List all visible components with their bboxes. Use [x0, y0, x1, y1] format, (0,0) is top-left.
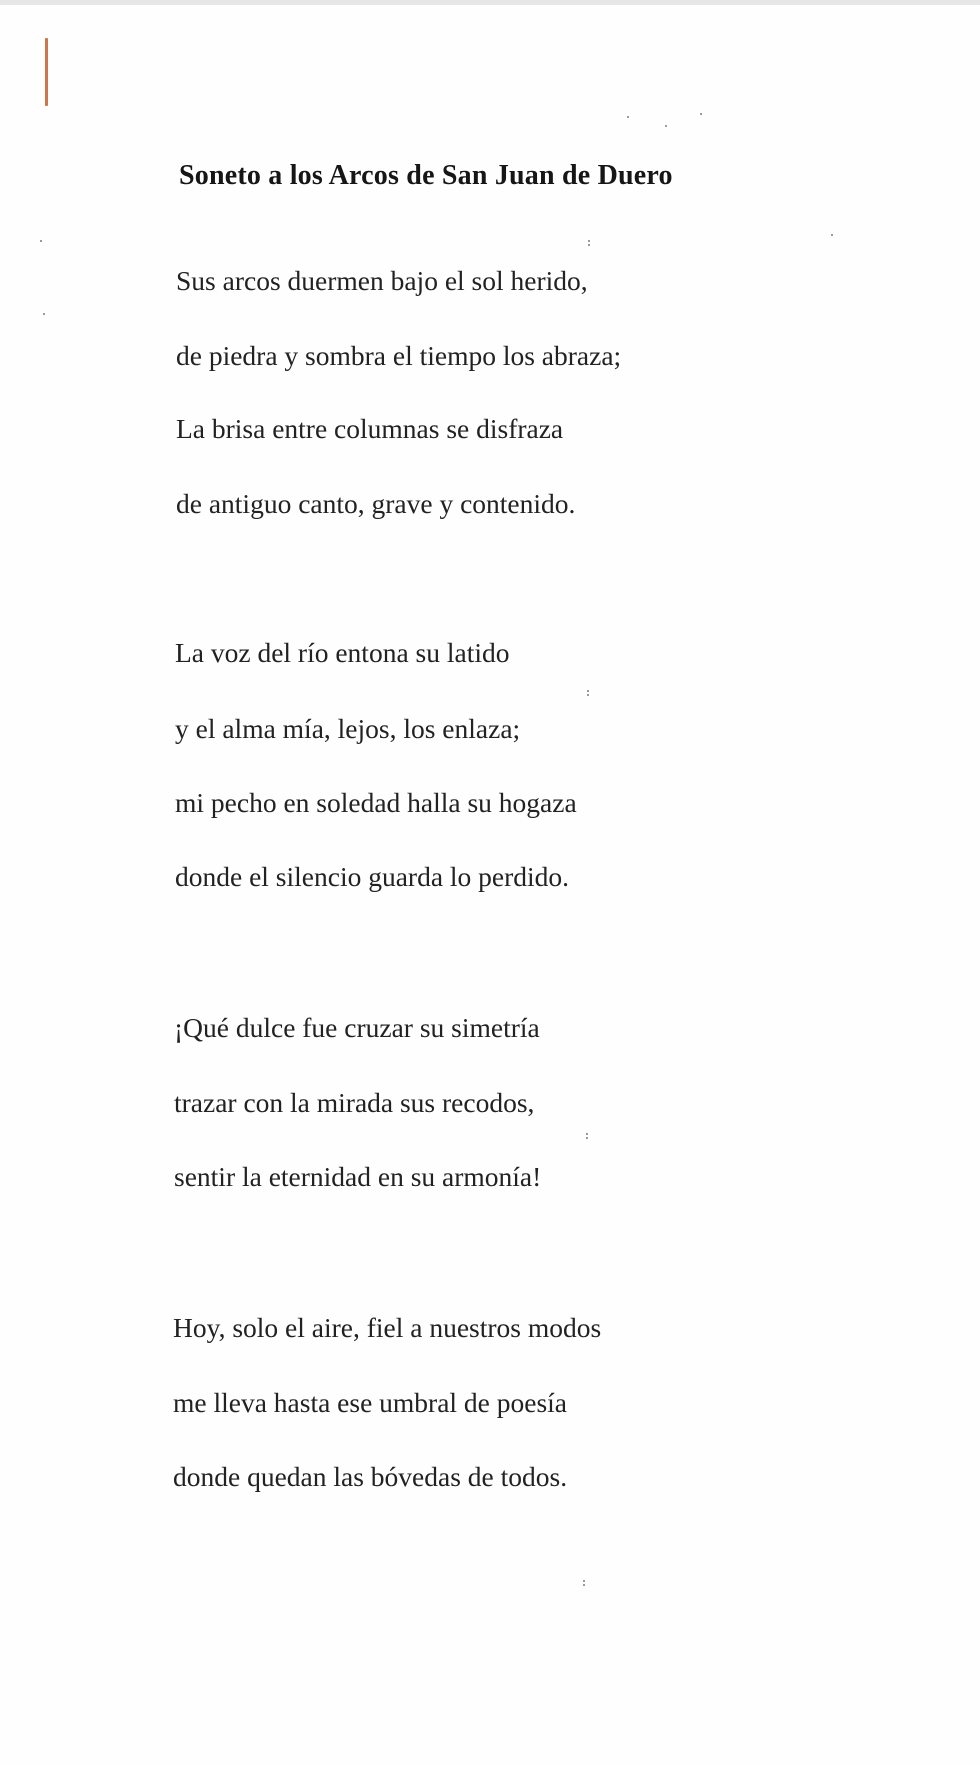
verse-line: donde el silencio guarda lo perdido. [175, 861, 570, 892]
scan-speck [588, 244, 590, 246]
scan-speck [588, 240, 590, 242]
scan-speck [587, 690, 589, 692]
verse-line: ¡Qué dulce fue cruzar su simetría [174, 1012, 540, 1043]
scan-speck [40, 240, 42, 242]
scan-top-edge [0, 0, 980, 5]
verse-line: mi pecho en soledad halla su hogaza [175, 787, 577, 818]
poem-title: Soneto a los Arcos de San Juan de Duero [179, 160, 673, 191]
scan-speck [586, 1137, 588, 1139]
scan-speck [586, 1133, 588, 1135]
scan-speck [587, 694, 589, 696]
scan-speck [583, 1584, 585, 1586]
margin-mark [45, 38, 48, 106]
scan-speck [665, 125, 667, 127]
verse-line: La voz del río entona su latido [175, 637, 510, 668]
verse-line: Hoy, solo el aire, fiel a nuestros modos [173, 1312, 602, 1343]
scan-speck [583, 1580, 585, 1582]
scan-speck [43, 313, 45, 315]
verse-line: sentir la eternidad en su armonía! [174, 1161, 542, 1192]
verse-line: Sus arcos duermen bajo el sol herido, [176, 265, 588, 296]
verse-line: donde quedan las bóvedas de todos. [173, 1461, 568, 1492]
verse-line: de antiguo canto, grave y contenido. [176, 488, 576, 519]
verse-line: y el alma mía, lejos, los enlaza; [175, 713, 521, 744]
verse-line: trazar con la mirada sus recodos, [174, 1087, 535, 1118]
verse-line: me lleva hasta ese umbral de poesía [173, 1387, 568, 1418]
verse-line: La brisa entre columnas se disfraza [176, 413, 564, 444]
scan-speck [700, 113, 702, 115]
verse-line: de piedra y sombra el tiempo los abraza; [176, 340, 622, 371]
scan-speck [831, 234, 833, 236]
scan-speck [627, 116, 629, 118]
